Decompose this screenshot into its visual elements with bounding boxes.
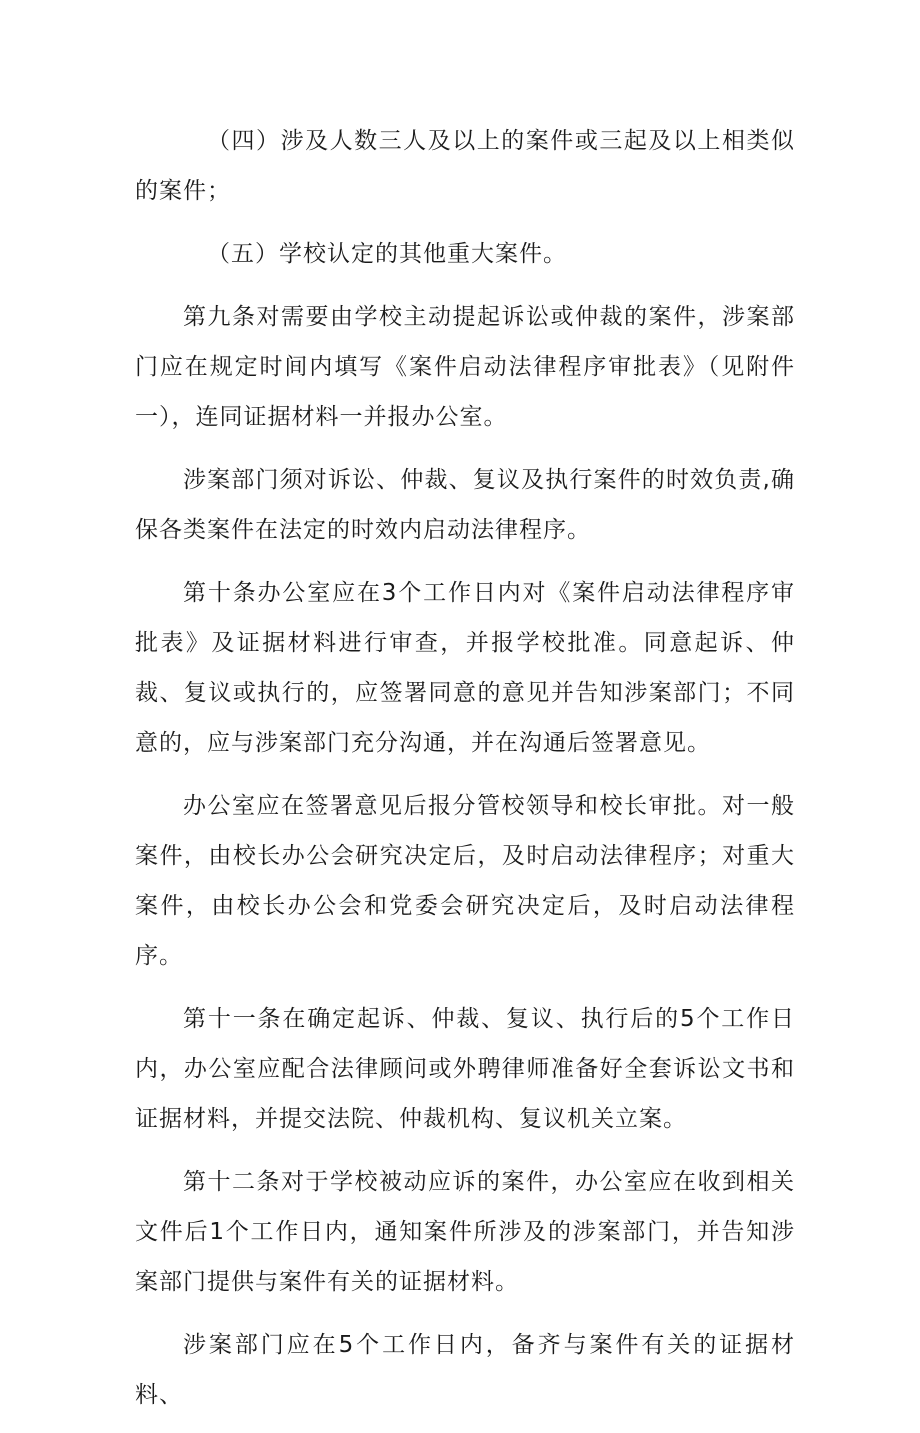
document-body [135, 116, 795, 1433]
paragraph-time-limit: 涉案部门须对诉讼、仲裁、复议及执行案件的时效负责,确保各类案件在法定的时效内启动法律程序。 [135, 467, 795, 543]
paragraph-article-10: 第十条办公室应在3个工作日内对《案件启动法律程序审批表》及证据材料进行审查，并报学校批准。同意起诉、仲裁、复议或执行的，应签署同意的意见并告知涉案部门；不同意的，应与涉案部门充分沟通，并在沟通后签署意见。 [135, 580, 795, 756]
paragraph-article-9: 第九条对需要由学校主动提起诉讼或仲裁的案件，涉案部门应在规定时间内填写《案件启动法律程序审批表》（见附件一），连同证据材料一并报办公室。 [135, 304, 795, 430]
paragraph-article-12: 第十二条对于学校被动应诉的案件，办公室应在收到相关文件后1个工作日内，通知案件所涉及的涉案部门，并告知涉案部门提供与案件有关的证据材料。 [135, 1169, 795, 1295]
paragraph-evidence: 涉案部门应在5个工作日内，备齐与案件有关的证据材料、 [135, 1332, 795, 1408]
paragraph-item-four: （四）涉及人数三人及以上的案件或三起及以上相类似的案件； [135, 128, 795, 204]
paragraph-article-11: 第十一条在确定起诉、仲裁、复议、执行后的5个工作日内，办公室应配合法律顾问或外聘律师准备好全套诉讼文书和证据材料，并提交法院、仲裁机构、复议机关立案。 [135, 1006, 795, 1132]
paragraph-item-five: （五）学校认定的其他重大案件。 [207, 241, 567, 267]
paragraph-approval: 办公室应在签署意见后报分管校领导和校长审批。对一般案件，由校长办公会研究决定后，及时启动法律程序；对重大案件，由校长办公会和党委会研究决定后，及时启动法律程序。 [135, 793, 795, 969]
